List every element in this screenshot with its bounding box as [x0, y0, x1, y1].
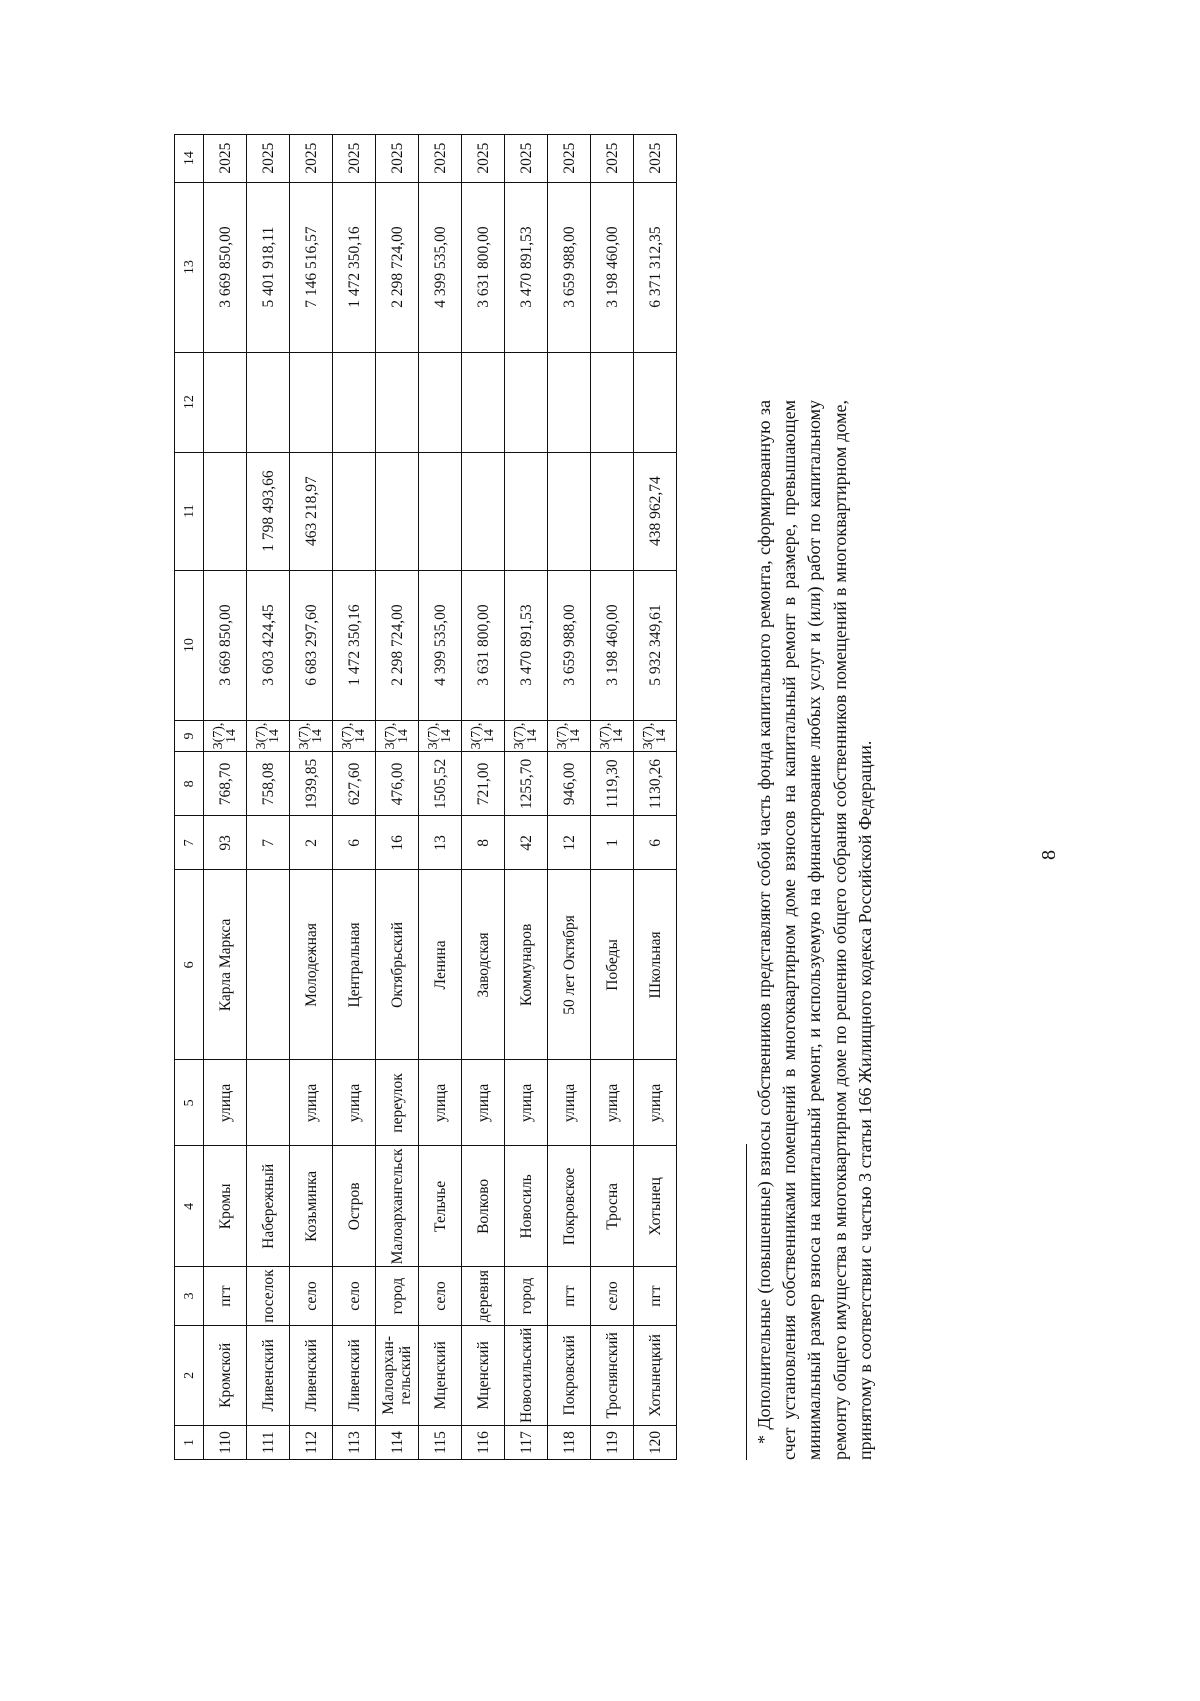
table-cell: 50 лет Октября	[548, 870, 591, 1060]
table-cell: Мценский	[419, 1325, 462, 1425]
table-cell	[462, 452, 505, 570]
table-cell: Молодежная	[290, 870, 333, 1060]
table-cell: Октябрьский	[376, 870, 419, 1060]
table-cell: Школьная	[634, 870, 677, 1060]
table-cell: 3 470 891,53	[505, 570, 548, 720]
table-cell	[376, 452, 419, 570]
table-cell: 3(7), 14	[376, 720, 419, 752]
column-number-header: 6	[175, 870, 204, 1060]
table-row	[376, 134, 419, 1459]
table-cell: Малоархангельск	[376, 1146, 419, 1267]
table-row	[462, 134, 505, 1459]
column-number-header: 14	[175, 134, 204, 182]
table-cell: Победы	[591, 870, 634, 1060]
table-cell: 1255,70	[505, 752, 548, 816]
table-cell: 758,08	[247, 752, 290, 816]
table-cell: улица	[462, 1060, 505, 1146]
table-cell: Ливенский	[247, 1325, 290, 1425]
table-row	[290, 134, 333, 1459]
table-cell: 463 218,97	[290, 452, 333, 570]
table-cell: 3(7), 14	[247, 720, 290, 752]
column-number-header: 10	[175, 570, 204, 720]
table-cell: 2 298 724,00	[376, 570, 419, 720]
table-cell: 110	[204, 1426, 247, 1460]
table-cell: Заводская	[462, 870, 505, 1060]
table-cell	[247, 870, 290, 1060]
column-number-header: 5	[175, 1060, 204, 1146]
table-cell: 1939,85	[290, 752, 333, 816]
table-cell: 3 669 850,00	[204, 570, 247, 720]
table-cell: село	[591, 1267, 634, 1325]
table-cell: Малоархан-гельский	[376, 1325, 419, 1425]
table-cell: Хотынец	[634, 1146, 677, 1267]
table-cell: 112	[290, 1426, 333, 1460]
column-number-header: 13	[175, 182, 204, 352]
column-number-header: 9	[175, 720, 204, 752]
table-cell: пгт	[634, 1267, 677, 1325]
table-cell	[505, 452, 548, 570]
table-cell: пгт	[204, 1267, 247, 1325]
table-cell: улица	[505, 1060, 548, 1146]
table-cell: 120	[634, 1426, 677, 1460]
table-cell: 2025	[204, 134, 247, 182]
table-cell	[591, 452, 634, 570]
table-cell: Карла Маркса	[204, 870, 247, 1060]
table-cell: 93	[204, 816, 247, 870]
table-cell: улица	[333, 1060, 376, 1146]
table-cell: 12	[548, 816, 591, 870]
table-cell: 1 798 493,66	[247, 452, 290, 570]
table-cell: 768,70	[204, 752, 247, 816]
table-cell: 6	[634, 816, 677, 870]
table-cell: пгт	[548, 1267, 591, 1325]
table-cell: 946,00	[548, 752, 591, 816]
table-cell: 4 399 535,00	[419, 570, 462, 720]
table-cell: 3 669 850,00	[204, 182, 247, 352]
column-number-header: 8	[175, 752, 204, 816]
table-cell	[462, 352, 505, 452]
table-cell: Ленина	[419, 870, 462, 1060]
table-cell: Козьминка	[290, 1146, 333, 1267]
table-cell: село	[419, 1267, 462, 1325]
table-cell	[247, 1060, 290, 1146]
table-cell: 3 198 460,00	[591, 182, 634, 352]
table-cell: 1505,52	[419, 752, 462, 816]
table-cell: 13	[419, 816, 462, 870]
table-cell: деревня	[462, 1267, 505, 1325]
table-cell	[419, 352, 462, 452]
table-cell: 3 470 891,53	[505, 182, 548, 352]
table-cell: Набережный	[247, 1146, 290, 1267]
table-cell: переулок	[376, 1060, 419, 1146]
table-cell: Хотынецкий	[634, 1325, 677, 1425]
table-cell: 2025	[634, 134, 677, 182]
table-cell: 3(7), 14	[419, 720, 462, 752]
table-cell: 2025	[247, 134, 290, 182]
footnote-text: * Дополнительные (повышенные) взносы собственников представляют собой часть фонда капитального ремонта, сформированную за счет установления собственниками помещений в многоквартирном доме взносов на капитальный ремонт в размере, превышающем минимальный размер взноса на капитальный ремонт, и используемую на финансирование любых услуг и (или) работ по капитальному ремонту общего имущества в многоквартирном доме по решению общего собрания собственников помещений в многоквартирном доме, принятому в соответствии с частью 3 статьи 166 Жилищного кодекса Российской Федерации.	[754, 400, 875, 1460]
footnote-separator	[746, 1144, 747, 1460]
table-cell	[204, 452, 247, 570]
table-cell: улица	[290, 1060, 333, 1146]
table-cell	[376, 352, 419, 452]
table-cell: 2025	[419, 134, 462, 182]
table-cell: 3(7), 14	[290, 720, 333, 752]
table-cell: Покровский	[548, 1325, 591, 1425]
table-cell: село	[290, 1267, 333, 1325]
table-cell: Тросна	[591, 1146, 634, 1267]
table-cell: 7 146 516,57	[290, 182, 333, 352]
page-number: 8	[1038, 850, 1060, 860]
table-cell: 2025	[505, 134, 548, 182]
table-cell: Остров	[333, 1146, 376, 1267]
table-cell: 16	[376, 816, 419, 870]
table-cell: поселок	[247, 1267, 290, 1325]
table-cell: 2025	[333, 134, 376, 182]
table-cell	[505, 352, 548, 452]
table-cell	[591, 352, 634, 452]
table-cell: 438 962,74	[634, 452, 677, 570]
table-cell	[634, 352, 677, 452]
table-cell: 2025	[290, 134, 333, 182]
table-cell: 6	[333, 816, 376, 870]
table-cell: 6 683 297,60	[290, 570, 333, 720]
table-cell: Тельчье	[419, 1146, 462, 1267]
table-cell: 2	[290, 816, 333, 870]
table-row	[204, 134, 247, 1459]
table-cell: Ливенский	[333, 1325, 376, 1425]
table-cell: 3 659 988,00	[548, 182, 591, 352]
table-cell: 2025	[462, 134, 505, 182]
table-header-row	[175, 134, 204, 1459]
table-cell: Кромы	[204, 1146, 247, 1267]
table-cell: улица	[548, 1060, 591, 1146]
table-cell: 6 371 312,35	[634, 182, 677, 352]
table-row	[247, 134, 290, 1459]
table-cell: 1119,30	[591, 752, 634, 816]
table-cell: 3 603 424,45	[247, 570, 290, 720]
table-cell: 3(7), 14	[462, 720, 505, 752]
repair-program-table	[174, 134, 677, 1460]
table-row	[333, 134, 376, 1459]
table-cell: 3(7), 14	[505, 720, 548, 752]
table-cell: улица	[591, 1060, 634, 1146]
table-row	[591, 134, 634, 1459]
table-cell: город	[505, 1267, 548, 1325]
column-number-header: 12	[175, 352, 204, 452]
table-cell: Волково	[462, 1146, 505, 1267]
table-cell: 3 198 460,00	[591, 570, 634, 720]
table-cell: 5 932 349,61	[634, 570, 677, 720]
table-cell	[333, 352, 376, 452]
table-cell	[548, 352, 591, 452]
table-cell: улица	[634, 1060, 677, 1146]
table-cell	[333, 452, 376, 570]
table-cell: 114	[376, 1426, 419, 1460]
table-cell: 4 399 535,00	[419, 182, 462, 352]
table-cell: 627,60	[333, 752, 376, 816]
table-cell	[548, 452, 591, 570]
column-number-header: 11	[175, 452, 204, 570]
column-number-header: 3	[175, 1267, 204, 1325]
table-cell: 3 631 800,00	[462, 570, 505, 720]
table-cell: 2025	[591, 134, 634, 182]
table-cell: улица	[419, 1060, 462, 1146]
table-cell: 2025	[376, 134, 419, 182]
table-cell: Мценский	[462, 1325, 505, 1425]
table-cell: 1130,26	[634, 752, 677, 816]
table-cell: 3 659 988,00	[548, 570, 591, 720]
table-cell: 1 472 350,16	[333, 570, 376, 720]
table-row	[634, 134, 677, 1459]
table-cell: 118	[548, 1426, 591, 1460]
table-cell: Кромской	[204, 1325, 247, 1425]
table-cell: Коммунаров	[505, 870, 548, 1060]
table-cell: село	[333, 1267, 376, 1325]
table-row	[505, 134, 548, 1459]
table-cell: 2025	[548, 134, 591, 182]
table-cell: 113	[333, 1426, 376, 1460]
table-row	[548, 134, 591, 1459]
table-cell: 2 298 724,00	[376, 182, 419, 352]
table-cell: улица	[204, 1060, 247, 1146]
table-cell: 111	[247, 1426, 290, 1460]
table-cell: 721,00	[462, 752, 505, 816]
table-cell: город	[376, 1267, 419, 1325]
table-cell	[419, 452, 462, 570]
column-number-header: 1	[175, 1426, 204, 1460]
table-cell: 3(7), 14	[548, 720, 591, 752]
table-cell: 8	[462, 816, 505, 870]
table-cell: 7	[247, 816, 290, 870]
table-cell: 42	[505, 816, 548, 870]
table-cell: 3(7), 14	[634, 720, 677, 752]
table-cell	[204, 352, 247, 452]
table-cell: 1 472 350,16	[333, 182, 376, 352]
table-cell: Покровское	[548, 1146, 591, 1267]
table-cell: 3(7), 14	[591, 720, 634, 752]
table-cell: 476,00	[376, 752, 419, 816]
column-number-header: 2	[175, 1325, 204, 1425]
column-number-header: 4	[175, 1146, 204, 1267]
table-row	[419, 134, 462, 1459]
table-cell: Троснянский	[591, 1325, 634, 1425]
table-cell: 1	[591, 816, 634, 870]
table-cell: 3(7), 14	[204, 720, 247, 752]
table-cell: 116	[462, 1426, 505, 1460]
table-cell: 117	[505, 1426, 548, 1460]
table-cell: 115	[419, 1426, 462, 1460]
table-cell	[247, 352, 290, 452]
table-cell: 3(7), 14	[333, 720, 376, 752]
table-cell: Центральная	[333, 870, 376, 1060]
table-cell: 119	[591, 1426, 634, 1460]
rotated-content	[0, 10, 1164, 1690]
column-number-header: 7	[175, 816, 204, 870]
table-cell: Ливенский	[290, 1325, 333, 1425]
table-cell	[290, 352, 333, 452]
table-cell: Новосиль	[505, 1146, 548, 1267]
table-cell: Новосильский	[505, 1325, 548, 1425]
table-cell: 5 401 918,11	[247, 182, 290, 352]
table-cell: 3 631 800,00	[462, 182, 505, 352]
